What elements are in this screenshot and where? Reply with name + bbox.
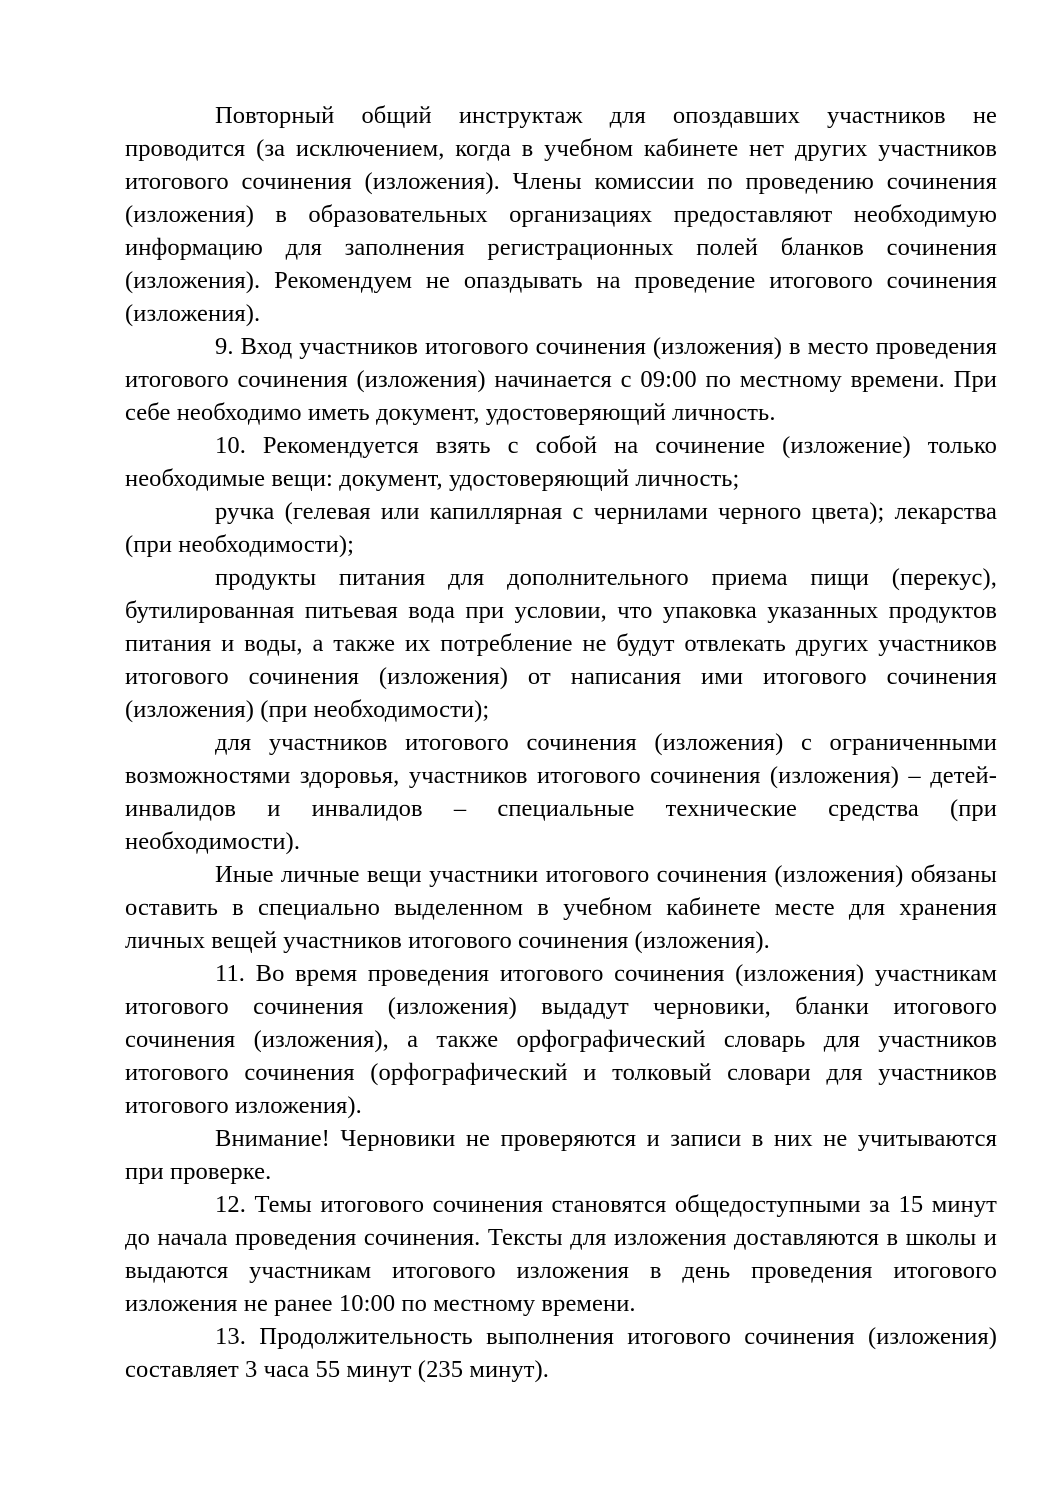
- paragraph-3: 10. Рекомендуется взять с собой на сочинение (изложение) только необходимые вещи: документ, удостоверяющий личность;: [125, 432, 997, 492]
- paragraph-5: продукты питания для дополнительного приема пищи (перекус), бутилированная питьевая вода при условии, что упаковка указанных продуктов питания и воды, а также их потребление не будут отвлекать других участников итогового сочинения (изложения) от написания ими итогового сочинения (изложения) (при необходимости);: [125, 564, 997, 723]
- paragraph-9: Внимание! Черновики не проверяются и записи в них не учитываются при проверке.: [125, 1125, 997, 1185]
- paragraph-6: для участников итогового сочинения (изложения) с ограниченными возможностями здоровья, участников итогового сочинения (изложения) – детей-инвалидов и инвалидов – специальные технические средства (при необходимости).: [125, 729, 997, 855]
- paragraph-8: 11. Во время проведения итогового сочинения (изложения) участникам итогового сочинения (изложения) выдадут черновики, бланки итогового сочинения (изложения), а также орфографический словарь для участников итогового сочинения (орфографический и толковый словари для участников итогового изложения).: [125, 960, 997, 1119]
- paragraph-11: 13. Продолжительность выполнения итогового сочинения (изложения) составляет 3 часа 55 минут (235 минут).: [125, 1323, 997, 1383]
- paragraph-7: Иные личные вещи участники итогового сочинения (изложения) обязаны оставить в специально выделенном в учебном кабинете месте для хранения личных вещей участников итогового сочинения (изложения).: [125, 861, 997, 954]
- paragraph-1: Повторный общий инструктаж для опоздавших участников не проводится (за исключением, когда в учебном кабинете нет других участников итогового сочинения (изложения). Члены комиссии по проведению сочинения (изложения) в образовательных организациях предоставляют необходимую информацию для заполнения регистрационных полей бланков сочинения (изложения). Рекомендуем не опаздывать на проведение итогового сочинения (изложения).: [125, 102, 997, 327]
- paragraph-2: 9. Вход участников итогового сочинения (изложения) в место проведения итогового сочинения (изложения) начинается с 09:00 по местному времени. При себе необходимо иметь документ, удостоверяющий личность.: [125, 333, 997, 426]
- paragraph-10: 12. Темы итогового сочинения становятся общедоступными за 15 минут до начала проведения сочинения. Тексты для изложения доставляются в школы и выдаются участникам итогового изложения в день проведения итогового изложения не ранее 10:00 по местному времени.: [125, 1191, 997, 1317]
- paragraph-4: ручка (гелевая или капиллярная с чернилами черного цвета); лекарства (при необходимости);: [125, 498, 997, 558]
- document-body: [125, 99, 997, 1386]
